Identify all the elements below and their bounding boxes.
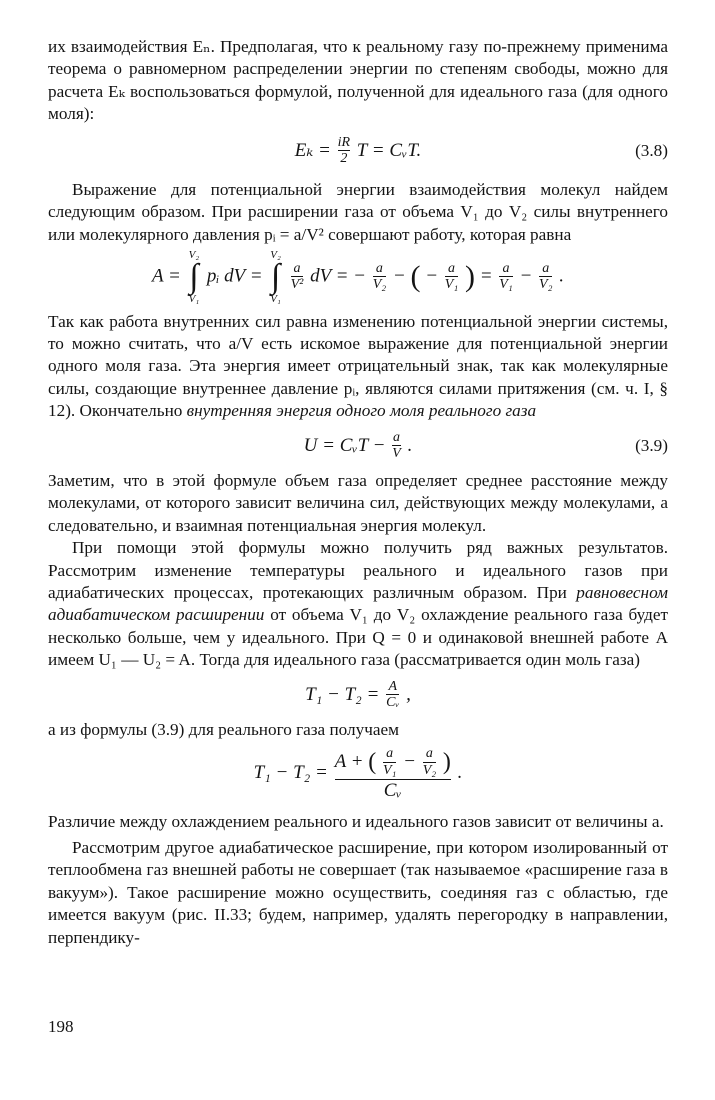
work-integral-2 (270, 250, 281, 304)
ideal-frac-den: Cᵥ (386, 695, 400, 711)
paren-close: ) (464, 260, 475, 294)
work-frac-4 (499, 262, 512, 293)
eq39-tail: . (407, 434, 413, 456)
work-frac-2 (373, 262, 386, 293)
page-number: 198 (48, 1017, 74, 1036)
real-nf2-num: a (425, 746, 433, 762)
real-nf2 (423, 747, 436, 778)
eq39-lhs: U = CᵥT − (303, 434, 386, 456)
paragraph-3-text: Так как работа внутренних сил равна изменению потенциальной энергии системы, то можно считать, что a/V есть искомое выражение для потенциальной энергии одного моля газа. Эта энергия имеет отрицательный знак, так как молекулярные силы, создающие внутреннее давление pᵢ, являются силами притяжения (см. ч. I, § 12). Окончательно (48, 311, 668, 421)
real-nf1-num: a (386, 746, 394, 762)
int1-lower: V₁ (188, 292, 200, 305)
eq38-lhs: Eₖ = (294, 139, 331, 161)
paragraph-3-italic: внутренняя энергия одного моля реального газа (186, 401, 537, 421)
real-nf1 (383, 747, 396, 778)
equation-real (48, 747, 668, 800)
eq39-fraction (392, 431, 401, 462)
paragraph-5-b: от объема V₁ до V₂ охлаждение реального газа будет несколько больше, чем у идеального. При Q = 0 и одинаковой внешней работе A имеем U₁ — U₂ = A. Тогда для идеального газа (рассматривается один моль газа) (48, 605, 668, 670)
real-tail: . (457, 762, 463, 784)
real-num-a: A + (334, 751, 364, 773)
work-f1-den: V² (290, 277, 304, 293)
paragraph-2: Выражение для потенциальной энергии взаимодействия молекул найдем следующим образом. При расширении газа от объема V₁ до V₂ силы внутреннего или молекулярного давления pᵢ = a/V² совершают работу, которая равна (48, 180, 668, 244)
work-f2-den: V₂ (372, 277, 387, 293)
real-denominator: Cᵥ (335, 779, 451, 801)
int1-upper: V₂ (188, 249, 200, 262)
ideal-lhs: T₁ − T₂ = (305, 683, 380, 705)
paragraph-5 (48, 537, 668, 671)
real-numerator (335, 747, 451, 778)
work-t6: . (559, 265, 564, 287)
paragraph-6: а из формулы (3.9) для реального газа получаем (48, 719, 400, 739)
equation-ideal (48, 680, 668, 711)
paragraph-1: их взаимодействия Eₙ. Предполагая, что к реальному газу по-прежнему применима теорема о равномерном распределении энергии по степеням свободы, можно для расчета Eₖ воспользоваться формулой, полученной для идеального газа (для одного моля): (48, 37, 668, 124)
work-f2-num: a (375, 260, 383, 276)
equation-3-8 (48, 136, 668, 167)
real-paren-close: ) (442, 749, 451, 776)
work-frac-1 (291, 262, 304, 293)
work-int1-body: pᵢ dV = (206, 265, 263, 287)
work-frac-3 (445, 262, 458, 293)
eq38-number: (3.8) (635, 141, 668, 161)
work-t5: − (519, 265, 533, 287)
paren-open: ( (410, 260, 421, 294)
work-t4: = (479, 265, 493, 287)
real-paren-open: ( (368, 749, 377, 776)
real-fraction (335, 747, 451, 800)
int2-lower: V₁ (270, 292, 281, 305)
work-f4-den: V₁ (499, 277, 513, 293)
paragraph-5-italic: равновесном адиабатическом расширении (48, 582, 668, 625)
real-minus: − (403, 751, 416, 773)
work-f3-den: V₁ (444, 277, 459, 293)
work-t3: − (425, 265, 439, 287)
real-nf2-den: V₂ (422, 763, 437, 779)
work-integral-1 (189, 250, 200, 304)
int2-upper: V₂ (270, 249, 281, 262)
eq38-frac-den: 2 (338, 150, 350, 167)
work-frac-5 (539, 262, 552, 293)
eq39-number: (3.9) (635, 436, 668, 456)
ideal-fraction (386, 680, 399, 711)
equation-work (48, 250, 668, 304)
work-t1: dV = − (310, 265, 366, 287)
integral-sign-1: ∫ (189, 258, 199, 296)
work-t2: − (392, 265, 406, 287)
paragraph-5-a: При помощи этой формулы можно получить ряд важных результатов. Рассмотрим изменение температуры реального и идеального газов при адиабатических процессах, протекающих различным образом. При (48, 538, 668, 602)
work-f4-num: a (502, 260, 510, 276)
work-lhs: A = (152, 265, 181, 287)
eq38-fraction (338, 136, 350, 167)
paragraph-3 (48, 311, 668, 423)
work-f3-num: a (448, 260, 455, 276)
work-f5-num: a (542, 260, 550, 276)
ideal-frac-num: A (388, 678, 398, 694)
integral-sign-2: ∫ (270, 258, 281, 296)
eq38-rhs: T = CᵥT. (356, 139, 422, 161)
eq39-frac-den: V (392, 446, 401, 462)
eq38-frac-num: iR (337, 134, 351, 150)
work-f1-num: a (293, 260, 301, 276)
paragraph-8: Рассмотрим другое адиабатическое расширение, при котором изолированный от теплообмена газ внешней работы не совершает (так называемое «расширение газа в вакуум»). Такое расширение можно осуществить, соединяя газ с областью, где имеется вакуум (рис. II.33; будем, например, удалять перегородку в направлении, перпендику- (48, 838, 668, 947)
page-body (48, 36, 668, 949)
paragraph-4: Заметим, что в этой формуле объем газа определяет среднее расстояние между молекулами, от которого зависит величина сил, действующих между молекулами, а следовательно, и взаимная потенциальная энергия молекул. (48, 470, 668, 535)
real-nf1-den: V₁ (382, 763, 397, 779)
work-f5-den: V₂ (539, 277, 553, 293)
equation-3-9 (48, 431, 668, 462)
eq39-frac-num: a (393, 429, 401, 445)
paragraph-7: Различие между охлаждением реального и идеального газов зависит от величины a. (48, 811, 664, 831)
ideal-tail: , (406, 683, 411, 705)
real-lhs: T₁ − T₂ = (253, 762, 328, 784)
